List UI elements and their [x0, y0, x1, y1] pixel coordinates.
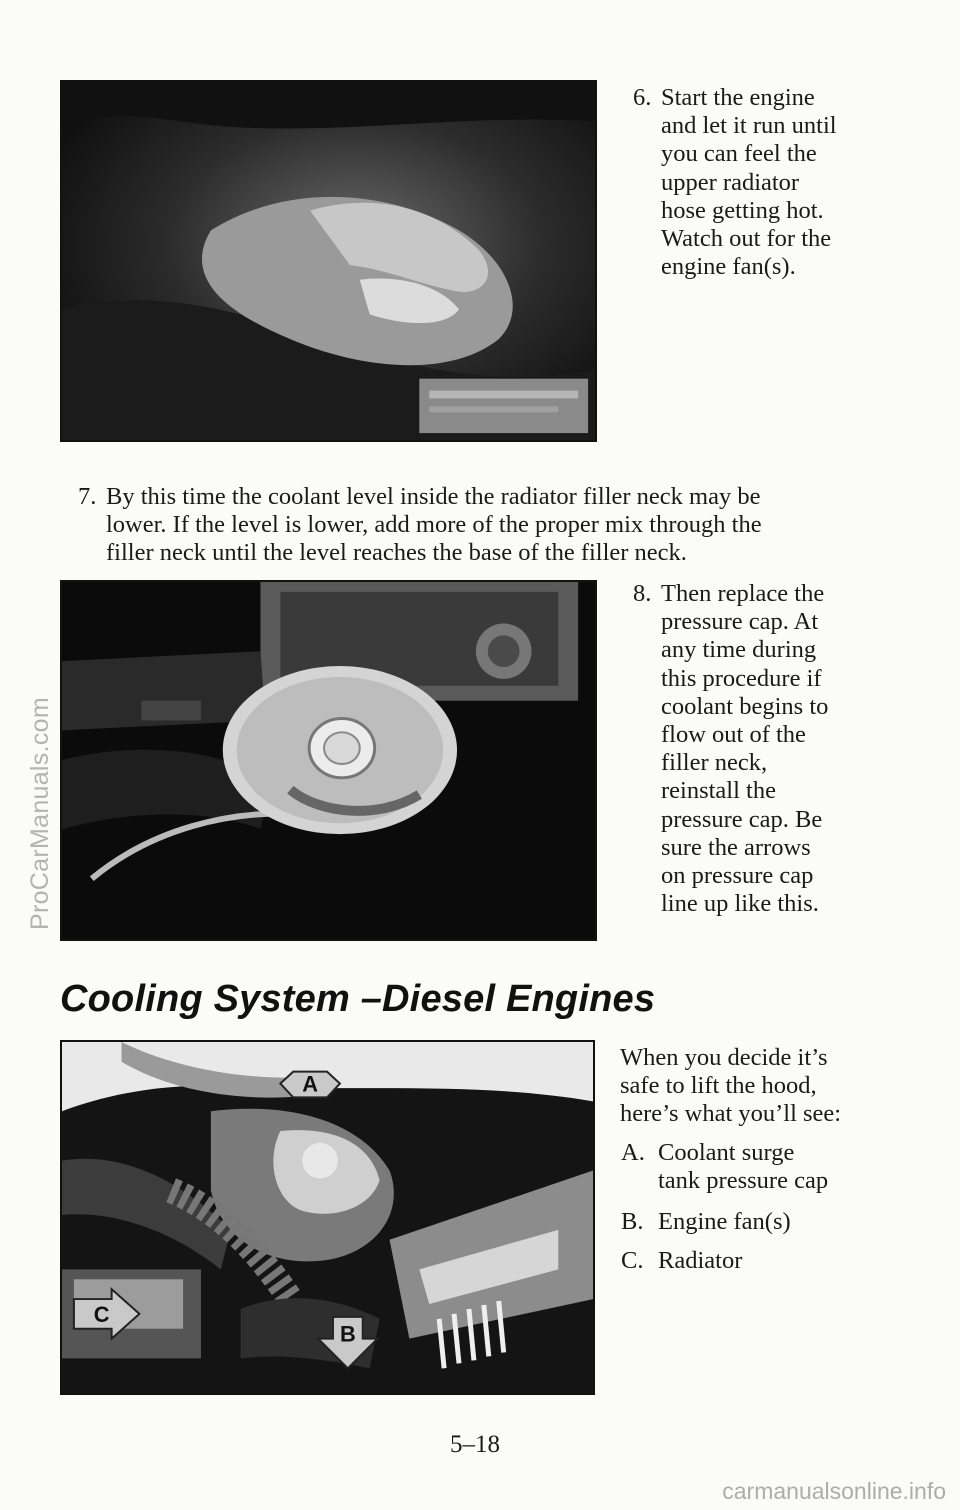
step-number: 7.	[78, 483, 97, 510]
step-line: hose getting hot.	[661, 196, 824, 224]
step-line: sure the arrows	[661, 833, 811, 861]
step-text	[661, 84, 933, 281]
step-line: pressure cap. At	[661, 608, 819, 636]
step-line: on pressure cap	[661, 862, 814, 890]
section-heading: Cooling System –Diesel Engines	[60, 978, 656, 1020]
step-line: any time during	[661, 636, 817, 664]
step-line: By this time the coolant level inside the radiator filler neck may be	[106, 483, 761, 510]
legend-line: tank pressure cap	[658, 1167, 829, 1195]
callout-a-marker	[280, 1071, 340, 1097]
step-7	[78, 483, 858, 568]
callout-c-label: C	[93, 1301, 110, 1327]
legend-line: Engine fan(s)	[658, 1208, 791, 1235]
step-line: you can feel the	[661, 140, 817, 168]
step-line: filler neck,	[661, 749, 768, 777]
step-line: filler neck until the level reaches the base of the filler neck.	[106, 539, 687, 567]
watermark-left: ProCarManuals.com	[26, 697, 54, 930]
callout-b-label: B	[339, 1321, 356, 1347]
step-line: reinstall the	[661, 777, 776, 805]
page-number: 5–18	[450, 1431, 500, 1458]
legend-line: Radiator	[658, 1247, 743, 1274]
intro-line: When you decide it’s	[620, 1044, 828, 1071]
legend-item-c	[621, 1247, 941, 1275]
watermark-bottom: carmanualsonline.info	[722, 1478, 946, 1504]
legend-key: B.	[621, 1208, 644, 1235]
step-line: Watch out for the	[661, 225, 832, 253]
photo-diesel-engine-compartment	[60, 1040, 595, 1395]
step-line: pressure cap. Be	[661, 805, 823, 833]
callout-a-label: A	[302, 1071, 319, 1097]
step-text	[661, 580, 933, 918]
step-line: upper radiator	[661, 168, 800, 196]
legend-item-b	[621, 1208, 941, 1236]
legend-key: C.	[621, 1247, 644, 1274]
step-line: engine fan(s).	[661, 253, 796, 281]
step-line: coolant begins to	[661, 692, 829, 720]
step-6	[633, 84, 933, 281]
photo-pressure-cap	[60, 580, 597, 941]
step-line: lower. If the level is lower, add more of the proper mix through the	[106, 511, 762, 539]
step-number: 8.	[633, 580, 652, 607]
legend-key: A.	[621, 1139, 645, 1166]
step-number: 6.	[633, 84, 652, 111]
step-line: Then replace the	[661, 580, 825, 607]
legend-line: Coolant surge	[658, 1139, 795, 1166]
step-line: Start the engine	[661, 84, 815, 111]
step-line: and let it run until	[661, 112, 837, 140]
step-line: flow out of the	[661, 721, 806, 749]
photo-hand-on-radiator-hose	[60, 80, 597, 442]
step-line: this procedure if	[661, 664, 822, 692]
intro-line: safe to lift the hood,	[620, 1072, 817, 1100]
step-line: line up like this.	[661, 890, 819, 918]
legend-item-a	[621, 1139, 941, 1195]
intro-line: here’s what you’ll see:	[620, 1100, 842, 1128]
step-8	[633, 580, 933, 918]
intro-text	[620, 1044, 940, 1129]
